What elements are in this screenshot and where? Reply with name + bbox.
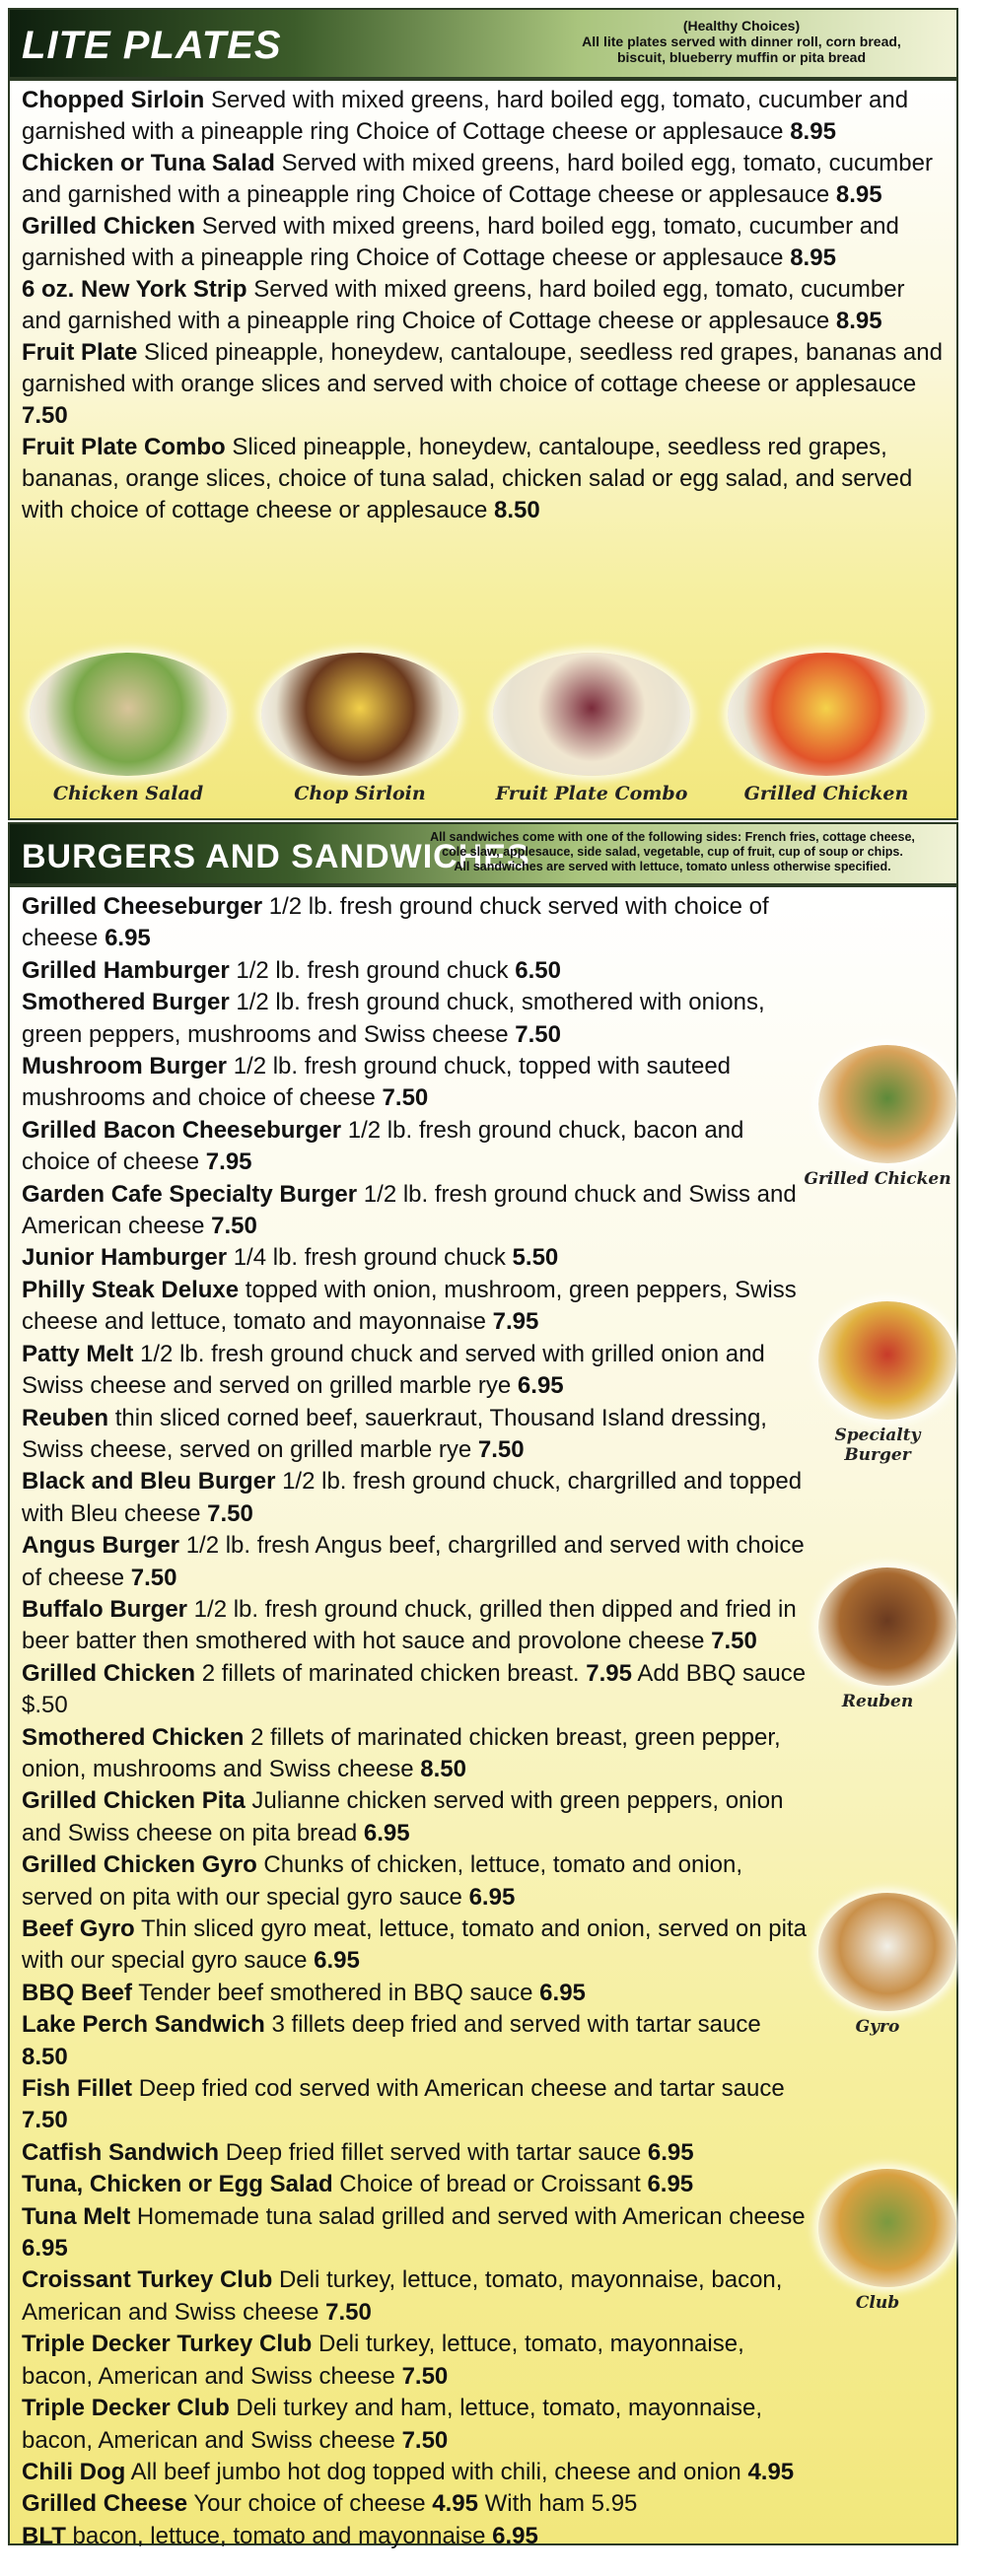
menu-item: [22, 1275, 809, 1339]
photo-caption: Grilled Chicken: [804, 1169, 951, 1189]
menu-item: [22, 2329, 809, 2393]
lite-plates-header: [8, 8, 958, 79]
menu-item: [22, 2137, 809, 2169]
item-description: 1/2 lb. fresh ground chuck served with choice of cheese: [22, 893, 769, 952]
burgers-note: [396, 830, 949, 874]
item-description: 1/2 lb. fresh ground chuck, grilled then dipped and fried in beer batter then smothered with hot sauce and provolone cheese: [22, 1595, 797, 1655]
item-name: Triple Decker Turkey Club: [22, 2331, 313, 2358]
item-name: Smothered Burger: [22, 989, 230, 1016]
item-description: Deep fried fillet served with tartar sauce: [225, 2138, 642, 2166]
item-name: Chopped Sirloin: [22, 87, 205, 113]
item-price: 4.95: [432, 2490, 478, 2518]
item-price: 8.50: [493, 497, 540, 523]
item-description: Served with mixed greens, hard boiled egg, tomato, cucumber and garnished with a pineapple ring: [22, 213, 899, 271]
item-name: Smothered Chicken: [22, 1723, 245, 1751]
plate-image: [818, 1893, 956, 2011]
item-price: 6.95: [105, 925, 151, 952]
item-description: 3 fillets deep fried and served with tartar sauce: [271, 2011, 761, 2039]
item-name: Tuna, Chicken or Egg Salad: [22, 2171, 333, 2198]
menu-item: [22, 2521, 809, 2552]
item-price: 6.95: [647, 2138, 694, 2166]
item-price: 5.50: [512, 1244, 559, 1272]
item-extra: With ham 5.95: [484, 2490, 638, 2518]
item-price: 7.95: [586, 1659, 632, 1687]
item-name: Catfish Sandwich: [22, 2138, 220, 2166]
item-description: Homemade tuna salad grilled and served with American cheese: [136, 2202, 806, 2230]
lite-plates-title: LITE PLATES: [22, 24, 282, 67]
item-name: Philly Steak Deluxe: [22, 1276, 240, 1303]
item-name: Grilled Chicken: [22, 1659, 196, 1687]
item-description: Deli turkey, lettuce, tomato, mayonnaise, bacon, American and Swiss cheese: [22, 2331, 744, 2390]
menu-item: [22, 955, 809, 987]
item-price: 7.50: [401, 2362, 449, 2390]
item-name: Angus Burger: [22, 1532, 180, 1560]
item-price: 7.50: [22, 2107, 68, 2134]
menu-item: [22, 432, 947, 526]
photo-caption: Grilled Chicken: [743, 783, 909, 804]
food-photo: [818, 1893, 956, 2011]
item-price: 7.50: [477, 1435, 525, 1463]
item-description: 1/2 lb. fresh ground chuck and served with grilled onion and Swiss cheese and served on grilled marble rye: [22, 1340, 765, 1400]
item-description: Sliced pineapple, honeydew, cantaloupe, seedless red grapes, bananas, orange slices, choice of tuna salad, chicken salad or egg salad, and served with choice of cottage cheese or applesauce: [22, 434, 913, 523]
item-description: 1/2 lb. fresh ground chuck: [236, 956, 509, 984]
item-price: 7.50: [22, 402, 68, 429]
item-description: Sliced pineapple, honeydew, cantaloupe, seedless red grapes, bananas and garnished with orange slices and served with choice of cottage cheese or applesauce: [22, 339, 943, 397]
item-description-choice: Choice of Cottage cheese or applesauce: [355, 244, 784, 271]
item-name: Grilled Bacon Cheeseburger: [22, 1116, 342, 1144]
menu-item: [22, 1051, 809, 1115]
item-description: 1/4 lb. fresh ground chuck: [233, 1244, 506, 1272]
item-price: 6.95: [22, 2235, 68, 2263]
item-description: Your choice of cheese: [193, 2490, 426, 2518]
photo-caption: Specialty Burger: [834, 1426, 921, 1465]
photo-caption: Chop Sirloin: [294, 783, 426, 804]
item-price: 7.50: [711, 1628, 757, 1655]
plate-image: [818, 1567, 956, 1686]
burgers-note-line2: cole slaw, applesauce, side salad, vegetable, cup of fruit, cup of soup or chips.: [442, 845, 903, 859]
item-price: 6.50: [515, 956, 561, 984]
item-name: BLT: [22, 2522, 66, 2549]
item-name: BBQ Beef: [22, 1979, 133, 2006]
item-description: Served with mixed greens, hard boiled egg, tomato, cucumber and garnished with a pineapple ring: [22, 150, 933, 208]
item-name: Grilled Chicken Pita: [22, 1787, 246, 1815]
photo-caption: Chicken Salad: [52, 783, 204, 804]
menu-item: [22, 1339, 809, 1403]
item-price: 7.50: [207, 1499, 253, 1527]
plate-image: [261, 653, 458, 776]
item-description: Deli turkey and ham, lettuce, tomato, mayonnaise, bacon, American and Swiss cheese: [22, 2395, 763, 2454]
food-photo: [728, 653, 925, 776]
item-price: 6.95: [647, 2171, 694, 2198]
item-name: Fruit Plate: [22, 339, 138, 366]
food-photo: [261, 653, 458, 776]
item-description: All beef jumbo hot dog topped with chili, cheese and onion: [130, 2458, 741, 2485]
photo-caption: Club: [855, 2293, 900, 2313]
lite-plates-section: [8, 79, 958, 820]
item-name: Grilled Chicken Gyro: [22, 1851, 257, 1879]
menu-item: [22, 1849, 809, 1914]
menu-item: [22, 1914, 809, 1978]
item-price: 6.95: [492, 2522, 538, 2549]
item-price: 6.95: [363, 1819, 410, 1846]
food-photo: [818, 1045, 956, 1163]
food-photo: [30, 653, 227, 776]
item-description: 1/2 lb. fresh ground chuck, chargrilled and topped with Bleu cheese: [22, 1468, 803, 1527]
item-description-choice: Choice of Cottage cheese or applesauce: [355, 118, 784, 145]
plate-image: [818, 2169, 956, 2287]
menu-item: [22, 2393, 809, 2457]
item-description: Tender beef smothered in BBQ sauce: [138, 1979, 533, 2006]
menu-item: [22, 1722, 809, 1786]
item-description: 1/2 lb. fresh ground chuck and Swiss and American cheese: [22, 1180, 797, 1240]
item-name: Grilled Cheese: [22, 2490, 188, 2518]
item-name: Black and Bleu Burger: [22, 1468, 276, 1496]
item-price: 6.95: [517, 1372, 564, 1400]
plate-image: [493, 653, 690, 776]
photo-caption: Fruit Plate Combo: [495, 783, 688, 804]
burgers-note-line3: All sandwiches are served with lettuce, tomato unless otherwise specified.: [454, 860, 891, 873]
item-name: Chicken or Tuna Salad: [22, 150, 275, 176]
item-name: Chili Dog: [22, 2458, 126, 2485]
menu-item: [22, 2201, 809, 2265]
burgers-list: [22, 891, 809, 2552]
menu-item: [22, 2264, 809, 2329]
item-description: Chunks of chicken, lettuce, tomato and onion, served on pita with our special gyro sauce: [22, 1851, 743, 1911]
item-description: Served with mixed greens, hard boiled egg, tomato, cucumber and garnished with a pineapple ring: [22, 87, 909, 145]
item-description: topped with onion, mushroom, green peppers, Swiss cheese and lettuce, tomato and mayonnaise: [22, 1276, 797, 1336]
item-name: Reuben: [22, 1404, 109, 1431]
item-price: 8.50: [420, 1755, 466, 1782]
menu-item: [22, 85, 947, 148]
lite-plates-note-line1: All lite plates served with dinner roll, corn bread,: [582, 34, 901, 49]
lite-plates-list: [22, 85, 947, 526]
menu-item: [22, 1466, 809, 1530]
item-description: bacon, lettuce, tomato and mayonnaise: [72, 2522, 486, 2549]
lite-plates-note: [534, 18, 949, 65]
item-description-choice: Choice of Cottage cheese or applesauce: [401, 181, 830, 208]
item-name: Beef Gyro: [22, 1915, 135, 1942]
food-photo: [818, 1301, 956, 1420]
menu-item: [22, 1658, 809, 1722]
lite-plates-note-line2: biscuit, blueberry muffin or pita bread: [616, 49, 867, 65]
item-price: 6.95: [468, 1883, 516, 1911]
item-name: Junior Hamburger: [22, 1244, 228, 1272]
lite-plates-note-heading: (Healthy Choices): [682, 18, 801, 34]
item-description: 1/2 lb. fresh ground chuck, smothered with onions, green peppers, mushrooms and Swiss cheese: [22, 989, 765, 1048]
item-price: 8.95: [790, 118, 836, 145]
menu-item: [22, 1978, 809, 2009]
plate-image: [818, 1301, 956, 1420]
item-name: 6 oz. New York Strip: [22, 276, 247, 303]
item-description: thin sliced corned beef, sauerkraut, Thousand Island dressing, Swiss cheese, served on grilled marble rye: [22, 1404, 767, 1463]
item-description: 1/2 lb. fresh ground chuck, topped with sauteed mushrooms and choice of cheese: [22, 1053, 732, 1112]
burgers-section: [8, 885, 958, 2549]
item-price: 7.50: [515, 1020, 561, 1048]
menu-item: [22, 1530, 809, 1594]
item-price: 7.50: [401, 2426, 449, 2454]
item-name: Lake Perch Sandwich: [22, 2011, 265, 2039]
item-price: 8.95: [790, 244, 836, 271]
item-description: Choice of bread or Croissant: [339, 2171, 641, 2198]
menu-item: [22, 2169, 809, 2200]
item-price: 7.50: [325, 2298, 372, 2326]
menu-item: [22, 1179, 809, 1243]
item-description: Deli turkey, lettuce, tomato, mayonnaise, bacon, American and Swiss cheese: [22, 2266, 783, 2326]
burgers-note-line1: All sandwiches come with one of the following sides: French fries, cottage cheese,: [430, 830, 915, 844]
item-price: 8.95: [835, 308, 882, 334]
burgers-header: [8, 822, 958, 885]
item-description: 2 fillets of marinated chicken breast, green pepper, onion, mushrooms and Swiss cheese: [22, 1723, 781, 1782]
item-price: 7.50: [382, 1084, 429, 1112]
item-name: Fruit Plate Combo: [22, 434, 226, 460]
menu-item: [22, 2488, 809, 2520]
menu-item: [22, 337, 947, 432]
item-price: 6.95: [539, 1979, 586, 2006]
menu-item: [22, 891, 809, 955]
menu-item: [22, 1115, 809, 1179]
item-price: 7.50: [130, 1564, 177, 1591]
photo-caption: Reuben: [841, 1692, 914, 1711]
plate-image: [30, 653, 227, 776]
menu-item: [22, 148, 947, 211]
food-photo: [493, 653, 690, 776]
menu-item: [22, 274, 947, 337]
menu-item: [22, 987, 809, 1051]
item-price: 7.95: [492, 1308, 539, 1336]
menu-item: [22, 2009, 809, 2073]
item-price: 8.50: [22, 2043, 68, 2070]
item-description-choice: Choice of Cottage cheese or applesauce: [401, 308, 830, 334]
item-name: Grilled Hamburger: [22, 956, 230, 984]
item-description: 1/2 lb. fresh Angus beef, chargrilled and served with choice of cheese: [22, 1532, 805, 1591]
item-description: 1/2 lb. fresh ground chuck, bacon and choice of cheese: [22, 1116, 744, 1176]
food-photo: [818, 1567, 956, 1686]
item-name: Garden Cafe Specialty Burger: [22, 1180, 358, 1208]
menu-item: [22, 2457, 809, 2488]
item-name: Tuna Melt: [22, 2202, 131, 2230]
menu-item: [22, 1242, 809, 1274]
item-description: Thin sliced gyro meat, lettuce, tomato and onion, served on pita with our special gyro sauce: [22, 1915, 807, 1975]
item-name: Mushroom Burger: [22, 1053, 228, 1080]
menu-item: [22, 1403, 809, 1467]
item-name: Triple Decker Club: [22, 2395, 230, 2422]
item-description: Served with mixed greens, hard boiled egg, tomato, cucumber and garnished with a pineapple ring: [22, 276, 905, 334]
item-price: 7.50: [211, 1213, 257, 1240]
photo-caption: Gyro: [855, 2017, 900, 2037]
item-price: 4.95: [747, 2458, 795, 2485]
item-name: Croissant Turkey Club: [22, 2266, 273, 2294]
item-name: Patty Melt: [22, 1340, 134, 1367]
menu-item: [22, 2073, 809, 2137]
burgers-title: BURGERS AND SANDWICHES: [22, 838, 530, 875]
item-name: Fish Fillet: [22, 2075, 133, 2103]
plate-image: [728, 653, 925, 776]
item-description: Julianne chicken served with green peppers, onion and Swiss cheese on pita bread: [22, 1787, 784, 1846]
item-description: 2 fillets of marinated chicken breast.: [201, 1659, 580, 1687]
plate-image: [818, 1045, 956, 1163]
item-price: 8.95: [835, 181, 882, 208]
item-extra: Add BBQ sauce $.50: [22, 1659, 807, 1719]
item-name: Grilled Cheeseburger: [22, 893, 263, 920]
menu-item: [22, 211, 947, 274]
item-price: 6.95: [314, 1947, 360, 1975]
menu-item: [22, 1785, 809, 1849]
item-name: Grilled Chicken: [22, 213, 196, 240]
menu-item: [22, 1594, 809, 1658]
item-name: Buffalo Burger: [22, 1595, 187, 1623]
food-photo: [818, 2169, 956, 2287]
item-description: Deep fried cod served with American cheese and tartar sauce: [138, 2075, 785, 2103]
item-price: 7.95: [205, 1149, 252, 1176]
